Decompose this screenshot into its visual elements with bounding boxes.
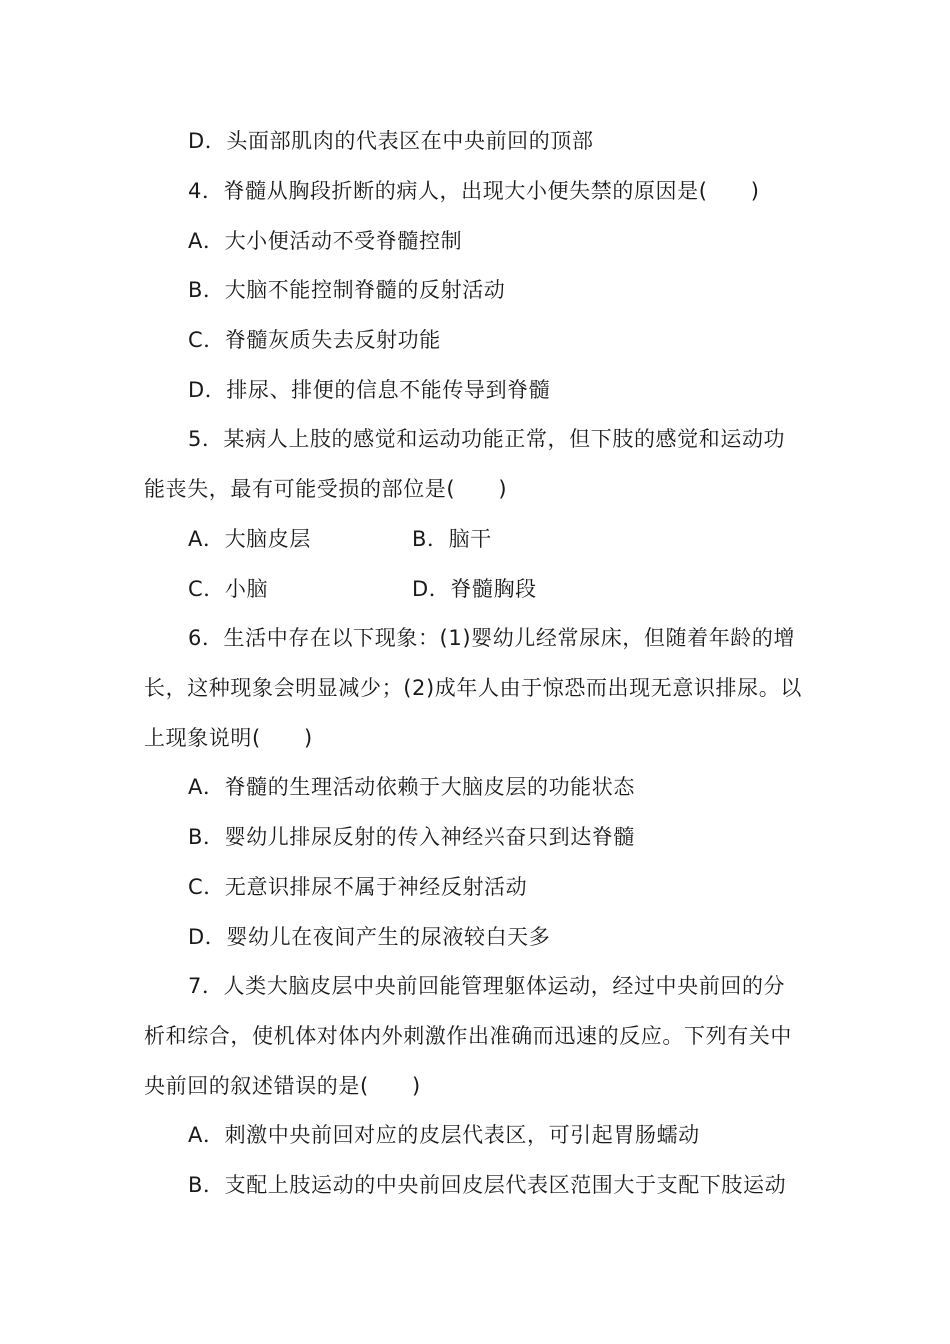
q6-stem-line1: 6．生活中存在以下现象：(1)婴幼儿经常尿床，但随着年龄的增 (188, 626, 796, 650)
q7-stem-line1: 7．人类大脑皮层中央前回能管理躯体运动，经过中央前回的分 (188, 974, 786, 998)
q5-option-c: C．小脑 (188, 577, 269, 601)
q7-option-b: B．支配上肢运动的中央前回皮层代表区范围大于支配下肢运动 (188, 1173, 787, 1197)
q5-option-a: A．大脑皮层 (188, 527, 311, 551)
q6-option-d: D．婴幼儿在夜间产生的尿液较白天多 (188, 925, 551, 949)
q5-option-b: B．脑干 (412, 527, 492, 551)
q6-option-a: A．脊髓的生理活动依赖于大脑皮层的功能状态 (188, 775, 635, 799)
q6-stem-line3: 上现象说明( ) (144, 726, 313, 750)
q4-option-a: A．大小便活动不受脊髓控制 (188, 229, 463, 253)
q4-stem: 4．脊髓从胸段折断的病人，出现大小便失禁的原因是( ) (188, 179, 760, 203)
q7-stem-line2: 析和综合，使机体对体内外刺激作出准确而迅速的反应。下列有关中 (144, 1024, 792, 1048)
q3-option-d: D．头面部肌肉的代表区在中央前回的顶部 (188, 129, 594, 153)
q6-stem-line2: 长，这种现象会明显减少；(2)成年人由于惊恐而出现无意识排尿。以 (144, 676, 802, 700)
q4-option-c: C．脊髓灰质失去反射功能 (188, 328, 441, 352)
q4-option-d: D．排尿、排便的信息不能传导到脊髓 (188, 378, 551, 402)
q7-stem-line3: 央前回的叙述错误的是( ) (144, 1074, 421, 1098)
q6-option-c: C．无意识排尿不属于神经反射活动 (188, 875, 528, 899)
q4-option-b: B．大脑不能控制脊髓的反射活动 (188, 278, 506, 302)
q6-option-b: B．婴幼儿排尿反射的传入神经兴奋只到达脊髓 (188, 825, 636, 849)
q7-option-a: A．刺激中央前回对应的皮层代表区，可引起胃肠蠕动 (188, 1123, 700, 1147)
q5-option-d: D．脊髓胸段 (412, 577, 537, 601)
q5-stem-line1: 5．某病人上肢的感觉和运动功能正常，但下肢的感觉和运动功 (188, 427, 786, 451)
q5-stem-line2: 能丧失，最有可能受损的部位是( ) (144, 477, 508, 501)
